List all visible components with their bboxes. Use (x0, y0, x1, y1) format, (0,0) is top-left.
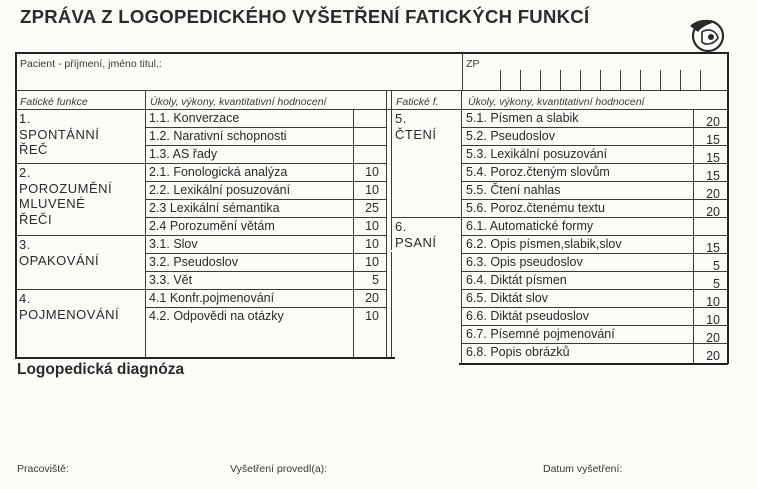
section-title: MLUVENÉ (19, 196, 86, 211)
rule (640, 70, 641, 90)
rule (500, 70, 501, 90)
task-max-score: 10 (706, 295, 720, 309)
right-header-tasks: Úkoly, výkony, kvantitativní hodnocení (468, 96, 645, 108)
section-number: 4. (19, 291, 31, 306)
section-title: SPONTÁNNÍ (19, 126, 100, 142)
section-title: OPAKOVÁNÍ (19, 252, 100, 268)
task-max-score: 10 (706, 313, 720, 327)
rule (145, 307, 387, 308)
logo-icon (684, 14, 728, 54)
task-max-score: 20 (706, 331, 720, 345)
rule (15, 52, 728, 54)
task-label: 3.2. Pseudoslov (149, 255, 238, 269)
rule (386, 90, 387, 357)
rule (15, 289, 387, 290)
section-number: 3. (19, 237, 31, 252)
task-label: 2.1. Fonologická analýza (149, 165, 288, 179)
page-title: ZPRÁVA Z LOGOPEDICKÉHO VYŠETŘENÍ FATICKÝCH FUNKCÍ (20, 6, 590, 27)
task-label: 5.5. Čtení nahlas (466, 183, 561, 197)
rule (461, 253, 728, 254)
rule (461, 235, 728, 236)
zp-label: ZP (466, 58, 480, 70)
rule (700, 70, 701, 90)
task-label: 6.6. Diktát pseudoslov (466, 309, 589, 323)
task-max-score: 20 (706, 349, 720, 363)
section-number: 5. (395, 111, 407, 126)
rule (459, 363, 728, 365)
rule (15, 235, 387, 236)
rule (15, 109, 728, 110)
rule (15, 357, 395, 359)
task-label: 5.6. Poroz.čtenému textu (466, 201, 605, 215)
rule (520, 70, 521, 90)
task-label: 2.2. Lexikální posuzování (149, 183, 291, 197)
task-label: 4.2. Odpovědi na otázky (149, 309, 284, 323)
rule (391, 252, 392, 357)
task-max-score: 10 (365, 165, 379, 179)
rule (391, 217, 728, 218)
rule (462, 52, 463, 90)
rule (145, 271, 387, 272)
task-max-score: 5 (372, 273, 379, 287)
task-max-score: 20 (706, 205, 720, 219)
task-label: 6.1. Automatické formy (466, 219, 594, 233)
rule (620, 70, 621, 90)
rule (145, 181, 387, 182)
section-title: POJMENOVÁNÍ (19, 306, 120, 322)
rule (145, 199, 387, 200)
section-title: ŘEČI (19, 211, 53, 227)
rule (461, 181, 728, 182)
task-label: 3.1. Slov (149, 237, 198, 251)
rule (145, 145, 387, 146)
rule (391, 90, 392, 250)
patient-label: Pacient - příjmení, jméno titul.: (20, 58, 162, 70)
task-label: 5.1. Písmen a slabik (466, 111, 579, 125)
section-title: ŘEČ (19, 142, 48, 157)
task-max-score: 10 (365, 255, 379, 269)
rule (660, 70, 661, 90)
rule (461, 127, 728, 128)
task-label: 5.3. Lexikální posuzování (466, 147, 608, 161)
task-label: 6.2. Opis písmen,slabik,slov (466, 237, 622, 251)
task-max-score: 15 (706, 241, 720, 255)
section-title: POROZUMĚNÍ (19, 180, 113, 196)
rule (15, 52, 17, 358)
task-label: 6.5. Diktát slov (466, 291, 548, 305)
task-label: 2.3 Lexikální sémantika (149, 201, 280, 215)
task-label: 1.3. AS řady (149, 147, 218, 161)
rule (461, 325, 728, 326)
rule (461, 289, 728, 290)
date-label: Datum vyšetření: (543, 463, 623, 475)
rule (145, 253, 387, 254)
task-max-score: 15 (706, 133, 720, 147)
task-max-score: 15 (706, 151, 720, 165)
task-label: 5.4. Poroz.čteným slovům (466, 165, 610, 179)
rule (461, 145, 728, 146)
section-number: 1. (19, 111, 31, 126)
task-label: 6.4. Diktát písmen (466, 273, 567, 287)
task-label: 1.2. Narativní schopnosti (149, 129, 287, 143)
task-max-score: 10 (365, 237, 379, 251)
section-number: 6. (395, 219, 407, 234)
task-label: 4.1 Konfr.pojmenování (149, 291, 275, 305)
diagnosis-heading: Logopedická diagnóza (17, 361, 185, 378)
left-header-functions: Fatické funkce (20, 96, 88, 108)
task-max-score: 5 (713, 277, 720, 291)
rule (461, 90, 462, 364)
task-label: 6.8. Popis obrázků (466, 345, 570, 359)
task-max-score: 10 (365, 309, 379, 323)
rule (680, 70, 681, 90)
left-header-tasks: Úkoly, výkony, kvantitativní hodnocení (150, 96, 327, 108)
rule (15, 163, 387, 164)
rule (461, 163, 728, 164)
task-label: 1.1. Konverzace (149, 111, 240, 125)
rule (145, 127, 387, 128)
task-max-score: 10 (365, 183, 379, 197)
rule (461, 199, 728, 200)
task-max-score: 10 (365, 219, 379, 233)
task-max-score: 20 (365, 291, 379, 305)
task-max-score: 25 (365, 201, 379, 215)
rule (15, 90, 728, 91)
rule (540, 70, 541, 90)
task-label: 6.3. Opis pseudoslov (466, 255, 583, 269)
task-max-score: 20 (706, 115, 720, 129)
rule (600, 70, 601, 90)
rule (461, 343, 728, 344)
section-title: ČTENÍ (395, 126, 437, 142)
rule (145, 90, 146, 357)
task-max-score: 20 (706, 187, 720, 201)
rule (560, 70, 561, 90)
right-header-functions: Fatické f. (396, 96, 439, 108)
section-number: 2. (19, 165, 31, 180)
workplace-label: Pracoviště: (17, 463, 69, 475)
rule (580, 70, 581, 90)
section-title: PSANÍ (395, 234, 437, 250)
rule (461, 271, 728, 272)
rule (353, 109, 354, 357)
task-label: 6.7. Písemné pojmenování (466, 327, 615, 341)
rule (145, 217, 387, 218)
task-label: 2.4 Porozumění větám (149, 219, 275, 233)
rule (461, 307, 728, 308)
task-max-score: 15 (706, 169, 720, 183)
examiner-label: Vyšetření provedl(a): (230, 463, 328, 475)
task-label: 5.2. Pseudoslov (466, 129, 555, 143)
task-max-score: 5 (713, 259, 720, 273)
task-label: 3.3. Vět (149, 273, 193, 287)
rule (727, 52, 729, 364)
